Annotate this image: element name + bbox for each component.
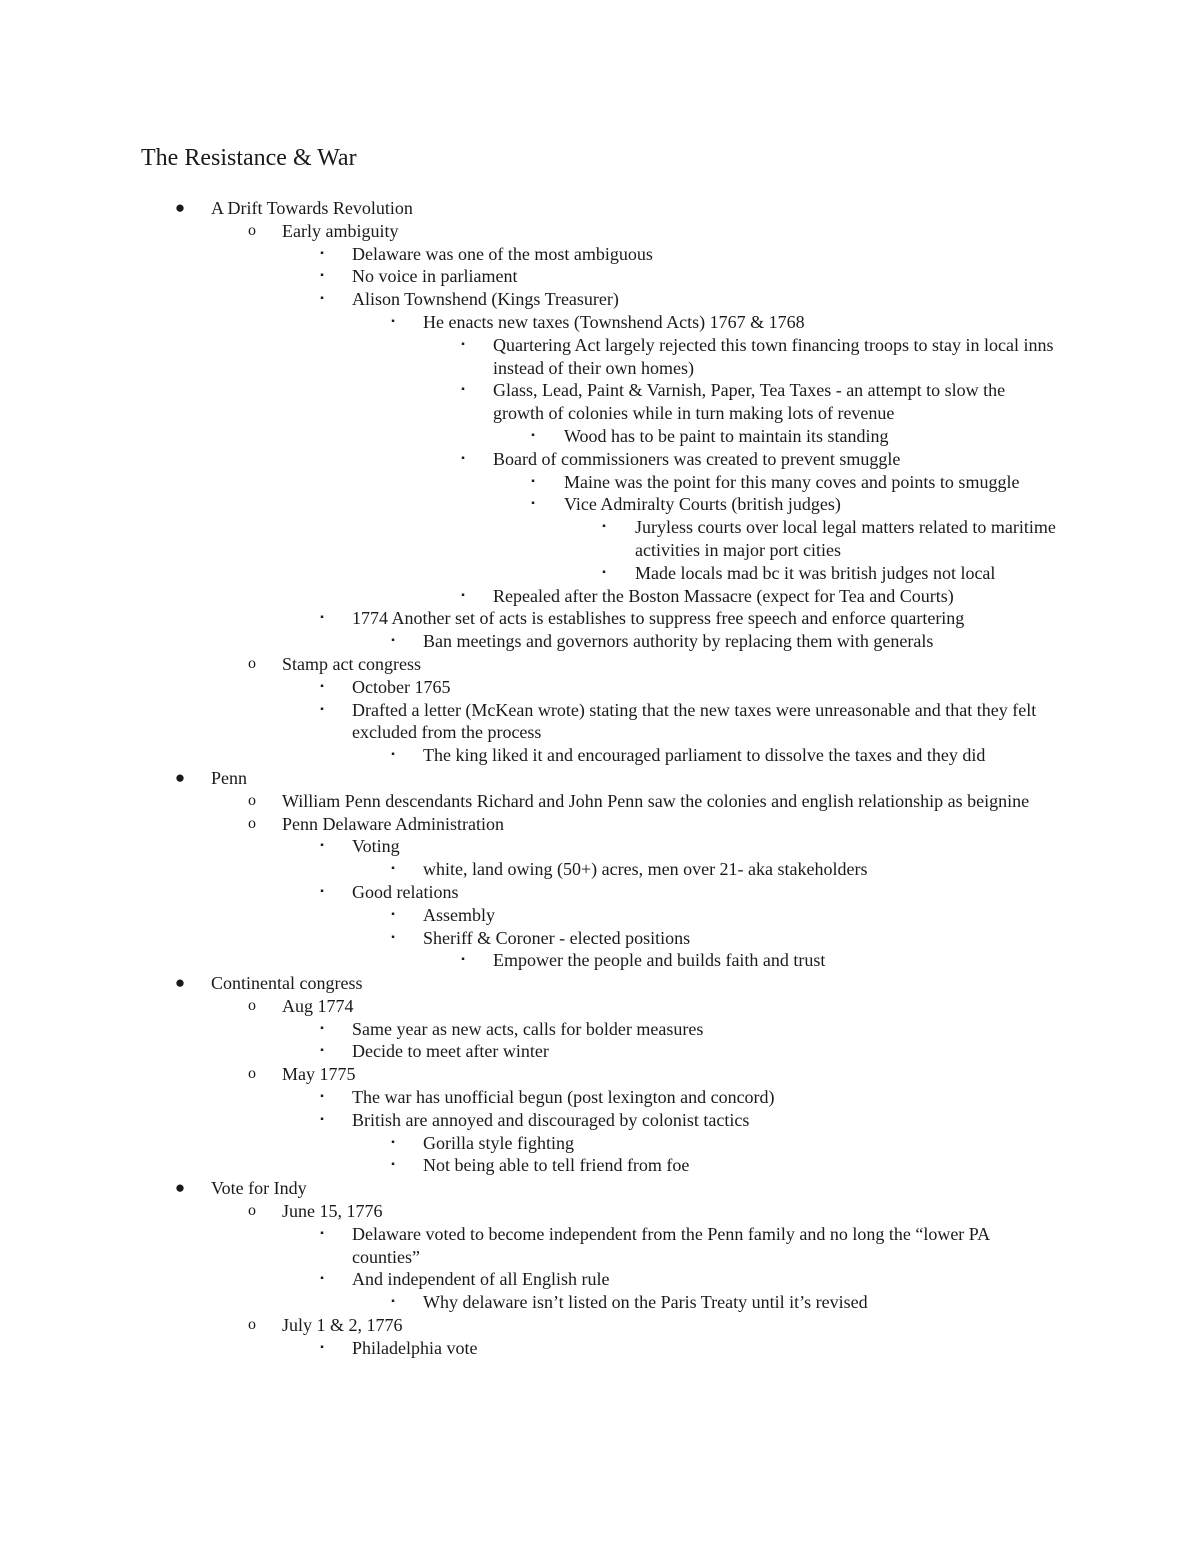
outline-item xyxy=(0,448,1200,471)
bullet-square-icon: ▪ xyxy=(391,1296,395,1308)
outline-item-text: Repealed after the Boston Massacre (expect for Tea and Courts) xyxy=(493,585,954,606)
outline-item-text: July 1 & 2, 1776 xyxy=(282,1315,403,1336)
outline-item-text: Continental congress xyxy=(211,973,363,994)
outline-item-text: Philadelphia vote xyxy=(352,1337,478,1358)
notes-outline xyxy=(0,197,1200,1360)
outline-item xyxy=(0,1268,1200,1291)
bullet-circle-icon: o xyxy=(248,996,256,1014)
outline-item xyxy=(0,1132,1200,1155)
bullet-square-icon: ▪ xyxy=(320,840,324,852)
outline-item-text: Early ambiguity xyxy=(282,220,399,241)
bullet-square-icon: ▪ xyxy=(320,885,324,897)
outline-item-text: white, land owing (50+) acres, men over 21- aka stakeholders xyxy=(423,859,868,880)
outline-item xyxy=(0,1086,1200,1109)
bullet-square-icon: ▪ xyxy=(602,566,606,578)
bullet-square-icon: ▪ xyxy=(320,703,324,715)
outline-item xyxy=(0,1063,1200,1086)
outline-item xyxy=(0,744,1200,767)
bullet-square-icon: ▪ xyxy=(320,247,324,259)
outline-item xyxy=(0,562,1200,585)
bullet-square-icon: ▪ xyxy=(391,1159,395,1171)
bullet-square-icon: ▪ xyxy=(320,1091,324,1103)
outline-item xyxy=(0,995,1200,1018)
bullet-square-icon: ▪ xyxy=(320,680,324,692)
outline-item xyxy=(0,949,1200,972)
bullet-square-icon: ▪ xyxy=(391,1136,395,1148)
outline-item xyxy=(0,1109,1200,1132)
outline-item-text: Made locals mad bc it was british judges not local xyxy=(635,562,996,583)
outline-item-text: 1774 Another set of acts is establishes to suppress free speech and enforce quartering xyxy=(352,608,965,629)
bullet-circle-icon: o xyxy=(248,1202,256,1220)
outline-item xyxy=(0,1314,1200,1337)
bullet-circle-icon: o xyxy=(248,814,256,832)
outline-item xyxy=(0,790,1200,813)
outline-item xyxy=(0,699,1200,745)
bullet-square-icon: ▪ xyxy=(461,452,465,464)
outline-item-text: No voice in parliament xyxy=(352,266,518,287)
outline-item-text: Good relations xyxy=(352,881,459,902)
outline-item xyxy=(0,334,1200,380)
outline-item xyxy=(0,1200,1200,1223)
outline-item xyxy=(0,1040,1200,1063)
outline-item-text: British are annoyed and discouraged by colonist tactics xyxy=(352,1109,750,1130)
outline-item xyxy=(0,1223,1200,1269)
bullet-circle-icon: o xyxy=(248,221,256,239)
bullet-square-icon: ▪ xyxy=(320,1273,324,1285)
bullet-square-icon: ▪ xyxy=(531,429,535,441)
outline-item-text: Ban meetings and governors authority by replacing them with generals xyxy=(423,631,934,652)
outline-item-text: Quartering Act largely rejected this town financing troops to stay in local inns instead of their own homes) xyxy=(493,334,1054,378)
bullet-dot-icon: ● xyxy=(174,973,186,993)
bullet-circle-icon: o xyxy=(248,1316,256,1334)
bullet-square-icon: ▪ xyxy=(391,863,395,875)
outline-item xyxy=(0,220,1200,243)
outline-item xyxy=(0,585,1200,608)
outline-item-text: Vice Admiralty Courts (british judges) xyxy=(564,494,841,515)
outline-item xyxy=(0,1018,1200,1041)
outline-item xyxy=(0,630,1200,653)
bullet-square-icon: ▪ xyxy=(320,1022,324,1034)
outline-item-text: Penn Delaware Administration xyxy=(282,813,504,834)
outline-item-text: The war has unofficial begun (post lexington and concord) xyxy=(352,1087,775,1108)
bullet-circle-icon: o xyxy=(248,654,256,672)
outline-item-text: May 1775 xyxy=(282,1064,356,1085)
bullet-square-icon: ▪ xyxy=(531,498,535,510)
outline-item xyxy=(0,767,1200,790)
bullet-square-icon: ▪ xyxy=(320,612,324,624)
outline-item-text: Delaware was one of the most ambiguous xyxy=(352,243,653,264)
bullet-square-icon: ▪ xyxy=(391,931,395,943)
outline-item-text: Penn xyxy=(211,767,247,788)
outline-item-text: Assembly xyxy=(423,904,495,925)
outline-item xyxy=(0,493,1200,516)
bullet-square-icon: ▪ xyxy=(320,270,324,282)
outline-item-text: Board of commissioners was created to prevent smuggle xyxy=(493,448,901,469)
outline-item-text: Juryless courts over local legal matters related to maritime activities in major port cities xyxy=(635,517,1056,560)
outline-item xyxy=(0,881,1200,904)
outline-item xyxy=(0,243,1200,266)
outline-item xyxy=(0,904,1200,927)
outline-item xyxy=(0,972,1200,995)
bullet-square-icon: ▪ xyxy=(602,521,606,533)
outline-item-text: A Drift Towards Revolution xyxy=(211,198,413,218)
outline-item-text: Gorilla style fighting xyxy=(423,1132,574,1153)
bullet-square-icon: ▪ xyxy=(320,293,324,305)
bullet-dot-icon: ● xyxy=(174,767,186,787)
outline-item-text: Wood has to be paint to maintain its standing xyxy=(564,425,889,446)
outline-item xyxy=(0,858,1200,881)
outline-item-text: Voting xyxy=(352,836,400,857)
bullet-square-icon: ▪ xyxy=(320,1227,324,1239)
outline-item-text: William Penn descendants Richard and John Penn saw the colonies and english relationship as beignine xyxy=(282,790,1030,811)
outline-item-text: Stamp act congress xyxy=(282,653,421,674)
outline-item xyxy=(0,607,1200,630)
outline-item-text: Aug 1774 xyxy=(282,995,354,1016)
outline-item xyxy=(0,1337,1200,1360)
outline-item-text: Drafted a letter (McKean wrote) stating that the new taxes were unreasonable and that they felt excluded from the process xyxy=(352,699,1037,743)
bullet-circle-icon: o xyxy=(248,1065,256,1083)
outline-item-text: Vote for Indy xyxy=(211,1178,307,1199)
outline-item-text: And independent of all English rule xyxy=(352,1269,610,1290)
outline-item-text: Not being able to tell friend from foe xyxy=(423,1155,690,1176)
outline-item-text: The king liked it and encouraged parliament to dissolve the taxes and they did xyxy=(423,745,986,766)
bullet-square-icon: ▪ xyxy=(391,749,395,761)
bullet-circle-icon: o xyxy=(248,791,256,809)
bullet-square-icon: ▪ xyxy=(461,384,465,396)
bullet-square-icon: ▪ xyxy=(461,589,465,601)
outline-item-text: Maine was the point for this many coves and points to smuggle xyxy=(564,471,1020,492)
outline-item xyxy=(0,516,1200,562)
outline-item-text: Sheriff & Coroner - elected positions xyxy=(423,927,691,948)
outline-item xyxy=(0,813,1200,836)
bullet-dot-icon: ● xyxy=(174,1178,186,1198)
bullet-square-icon: ▪ xyxy=(461,338,465,350)
bullet-square-icon: ▪ xyxy=(320,1045,324,1057)
bullet-square-icon: ▪ xyxy=(391,908,395,920)
outline-item xyxy=(0,288,1200,311)
outline-item-text: Empower the people and builds faith and trust xyxy=(493,950,826,971)
outline-item xyxy=(0,265,1200,288)
outline-item xyxy=(0,1291,1200,1314)
outline-item xyxy=(0,835,1200,858)
page-title: The Resistance & War xyxy=(141,145,357,171)
outline-item xyxy=(0,197,1200,220)
outline-item-text: October 1765 xyxy=(352,676,451,697)
outline-item-text: Alison Townshend (Kings Treasurer) xyxy=(352,289,619,310)
outline-item-text: Same year as new acts, calls for bolder measures xyxy=(352,1018,704,1039)
bullet-square-icon: ▪ xyxy=(531,475,535,487)
outline-item xyxy=(0,1177,1200,1200)
bullet-square-icon: ▪ xyxy=(320,1341,324,1353)
outline-item xyxy=(0,1154,1200,1177)
outline-item-text: Why delaware isn’t listed on the Paris Treaty until it’s revised xyxy=(423,1292,868,1313)
bullet-square-icon: ▪ xyxy=(461,954,465,966)
outline-item-text: Decide to meet after winter xyxy=(352,1041,549,1062)
outline-item xyxy=(0,676,1200,699)
outline-item xyxy=(0,471,1200,494)
bullet-square-icon: ▪ xyxy=(320,1113,324,1125)
outline-item xyxy=(0,653,1200,676)
bullet-square-icon: ▪ xyxy=(391,315,395,327)
bullet-square-icon: ▪ xyxy=(391,635,395,647)
outline-item-text: Glass, Lead, Paint & Varnish, Paper, Tea Taxes - an attempt to slow the growth of colonies while in turn making lots of revenue xyxy=(493,380,1006,424)
outline-item-text: June 15, 1776 xyxy=(282,1201,383,1222)
bullet-dot-icon: ● xyxy=(174,198,186,217)
outline-item-text: He enacts new taxes (Townshend Acts) 1767 & 1768 xyxy=(423,311,805,332)
outline-item xyxy=(0,379,1200,425)
outline-item xyxy=(0,927,1200,950)
outline-item-text: Delaware voted to become independent from the Penn family and no long the “lower PA counties” xyxy=(352,1223,990,1267)
outline-item xyxy=(0,425,1200,448)
outline-item xyxy=(0,311,1200,334)
